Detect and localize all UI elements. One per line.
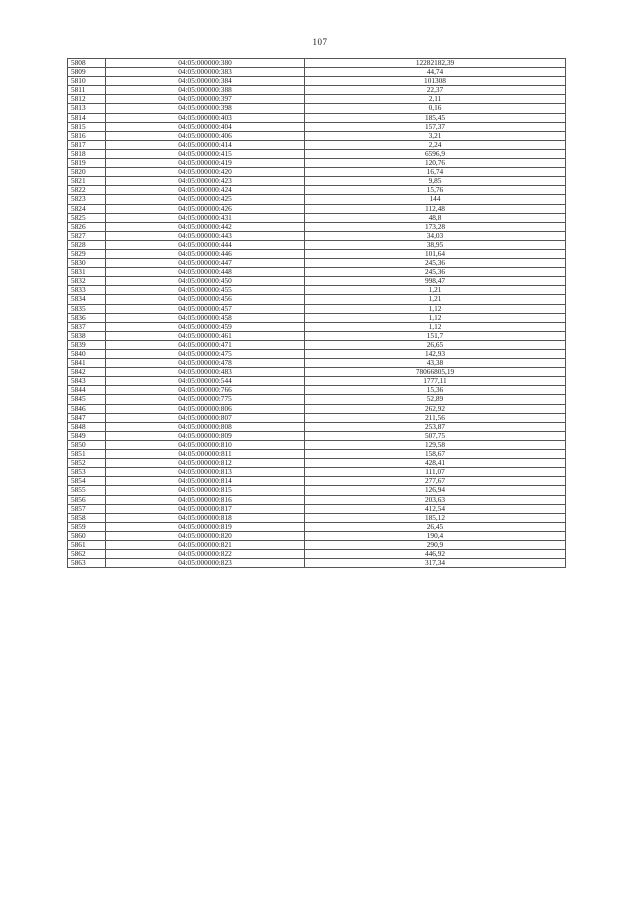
cadastral-code-cell: 04:05:000000:809 xyxy=(106,431,305,440)
value-cell: 0,16 xyxy=(305,104,566,113)
table-row xyxy=(68,240,566,249)
cadastral-code-cell: 04:05:000000:811 xyxy=(106,450,305,459)
value-cell: 112,48 xyxy=(305,204,566,213)
table-row xyxy=(68,222,566,231)
row-number-cell: 5836 xyxy=(68,313,106,322)
table-row xyxy=(68,231,566,240)
row-number-cell: 5856 xyxy=(68,495,106,504)
cadastral-code-cell: 04:05:000000:388 xyxy=(106,86,305,95)
table-row xyxy=(68,550,566,559)
table-row xyxy=(68,431,566,440)
page-number: 107 xyxy=(312,37,328,47)
row-number-cell: 5848 xyxy=(68,422,106,431)
row-number-cell: 5813 xyxy=(68,104,106,113)
table-row xyxy=(68,331,566,340)
table-row xyxy=(68,322,566,331)
value-cell: 16,74 xyxy=(305,168,566,177)
value-cell: 126,94 xyxy=(305,486,566,495)
cadastral-code-cell: 04:05:000000:459 xyxy=(106,322,305,331)
value-cell: 52,89 xyxy=(305,395,566,404)
table-row xyxy=(68,359,566,368)
value-cell: 1,21 xyxy=(305,286,566,295)
value-cell: 9,85 xyxy=(305,177,566,186)
table-row xyxy=(68,68,566,77)
table-row xyxy=(68,268,566,277)
row-number-cell: 5860 xyxy=(68,531,106,540)
table-row xyxy=(68,249,566,258)
cadastral-code-cell: 04:05:000000:426 xyxy=(106,204,305,213)
table-row xyxy=(68,495,566,504)
cadastral-code-cell: 04:05:000000:806 xyxy=(106,404,305,413)
row-number-cell: 5837 xyxy=(68,322,106,331)
row-number-cell: 5820 xyxy=(68,168,106,177)
cadastral-code-cell: 04:05:000000:431 xyxy=(106,213,305,222)
row-number-cell: 5825 xyxy=(68,213,106,222)
table-row xyxy=(68,277,566,286)
row-number-cell: 5821 xyxy=(68,177,106,186)
cadastral-code-cell: 04:05:000000:398 xyxy=(106,104,305,113)
value-cell: 277,67 xyxy=(305,477,566,486)
value-cell: 203,63 xyxy=(305,495,566,504)
row-number-cell: 5812 xyxy=(68,95,106,104)
row-number-cell: 5840 xyxy=(68,350,106,359)
cadastral-code-cell: 04:05:000000:420 xyxy=(106,168,305,177)
value-cell: 15,36 xyxy=(305,386,566,395)
table-row xyxy=(68,395,566,404)
cadastral-code-cell: 04:05:000000:807 xyxy=(106,413,305,422)
table-row xyxy=(68,404,566,413)
value-cell: 101308 xyxy=(305,77,566,86)
row-number-cell: 5814 xyxy=(68,113,106,122)
row-number-cell: 5854 xyxy=(68,477,106,486)
table-row xyxy=(68,422,566,431)
table-row xyxy=(68,295,566,304)
table-row xyxy=(68,386,566,395)
value-cell: 173,28 xyxy=(305,222,566,231)
row-number-cell: 5819 xyxy=(68,159,106,168)
cadastral-code-cell: 04:05:000000:425 xyxy=(106,195,305,204)
table-row xyxy=(68,177,566,186)
value-cell: 2,11 xyxy=(305,95,566,104)
row-number-cell: 5811 xyxy=(68,86,106,95)
value-cell: 157,37 xyxy=(305,122,566,131)
value-cell: 22,37 xyxy=(305,86,566,95)
table-row xyxy=(68,122,566,131)
row-number-cell: 5849 xyxy=(68,431,106,440)
cadastral-code-cell: 04:05:000000:813 xyxy=(106,468,305,477)
value-cell: 446,92 xyxy=(305,550,566,559)
cadastral-code-cell: 04:05:000000:471 xyxy=(106,340,305,349)
cadastral-code-cell: 04:05:000000:423 xyxy=(106,177,305,186)
row-number-cell: 5834 xyxy=(68,295,106,304)
row-number-cell: 5827 xyxy=(68,231,106,240)
table-row xyxy=(68,77,566,86)
value-cell: 290,9 xyxy=(305,540,566,549)
row-number-cell: 5822 xyxy=(68,186,106,195)
row-number-cell: 5829 xyxy=(68,249,106,258)
cadastral-code-cell: 04:05:000000:475 xyxy=(106,350,305,359)
value-cell: 1,12 xyxy=(305,313,566,322)
value-cell: 317,34 xyxy=(305,559,566,568)
cadastral-code-cell: 04:05:000000:442 xyxy=(106,222,305,231)
value-cell: 185,12 xyxy=(305,513,566,522)
table-row xyxy=(68,86,566,95)
row-number-cell: 5809 xyxy=(68,68,106,77)
table-row xyxy=(68,450,566,459)
value-cell: 26,65 xyxy=(305,340,566,349)
cadastral-code-cell: 04:05:000000:810 xyxy=(106,440,305,449)
row-number-cell: 5831 xyxy=(68,268,106,277)
value-cell: 3,21 xyxy=(305,131,566,140)
value-cell: 129,58 xyxy=(305,440,566,449)
value-cell: 78066805,19 xyxy=(305,368,566,377)
cadastral-code-cell: 04:05:000000:815 xyxy=(106,486,305,495)
row-number-cell: 5859 xyxy=(68,522,106,531)
table-row xyxy=(68,440,566,449)
cadastral-code-cell: 04:05:000000:404 xyxy=(106,122,305,131)
table-row xyxy=(68,350,566,359)
row-number-cell: 5850 xyxy=(68,440,106,449)
row-number-cell: 5828 xyxy=(68,240,106,249)
row-number-cell: 5847 xyxy=(68,413,106,422)
table-row xyxy=(68,486,566,495)
value-cell: 412,54 xyxy=(305,504,566,513)
cadastral-code-cell: 04:05:000000:446 xyxy=(106,249,305,258)
value-cell: 185,45 xyxy=(305,113,566,122)
table-row xyxy=(68,59,566,68)
table-row xyxy=(68,213,566,222)
cadastral-code-cell: 04:05:000000:384 xyxy=(106,77,305,86)
cadastral-code-cell: 04:05:000000:823 xyxy=(106,559,305,568)
cadastral-code-cell: 04:05:000000:814 xyxy=(106,477,305,486)
table-row xyxy=(68,513,566,522)
value-cell: 245,36 xyxy=(305,268,566,277)
cadastral-code-cell: 04:05:000000:403 xyxy=(106,113,305,122)
value-cell: 101,64 xyxy=(305,249,566,258)
row-number-cell: 5816 xyxy=(68,131,106,140)
row-number-cell: 5818 xyxy=(68,149,106,158)
table-row xyxy=(68,186,566,195)
value-cell: 38,95 xyxy=(305,240,566,249)
value-cell: 158,67 xyxy=(305,450,566,459)
row-number-cell: 5824 xyxy=(68,204,106,213)
value-cell: 6596,9 xyxy=(305,149,566,158)
table-row xyxy=(68,459,566,468)
row-number-cell: 5838 xyxy=(68,331,106,340)
value-cell: 507,75 xyxy=(305,431,566,440)
row-number-cell: 5815 xyxy=(68,122,106,131)
value-cell: 26,45 xyxy=(305,522,566,531)
cadastral-code-cell: 04:05:000000:808 xyxy=(106,422,305,431)
row-number-cell: 5861 xyxy=(68,540,106,549)
cadastral-code-cell: 04:05:000000:775 xyxy=(106,395,305,404)
cadastral-code-cell: 04:05:000000:380 xyxy=(106,59,305,68)
value-cell: 144 xyxy=(305,195,566,204)
row-number-cell: 5862 xyxy=(68,550,106,559)
row-number-cell: 5841 xyxy=(68,359,106,368)
cadastral-code-cell: 04:05:000000:822 xyxy=(106,550,305,559)
row-number-cell: 5823 xyxy=(68,195,106,204)
value-cell: 142,93 xyxy=(305,350,566,359)
row-number-cell: 5843 xyxy=(68,377,106,386)
row-number-cell: 5839 xyxy=(68,340,106,349)
cadastral-code-cell: 04:05:000000:457 xyxy=(106,304,305,313)
cadastral-code-cell: 04:05:000000:455 xyxy=(106,286,305,295)
cadastral-code-cell: 04:05:000000:456 xyxy=(106,295,305,304)
cadastral-code-cell: 04:05:000000:443 xyxy=(106,231,305,240)
value-cell: 1,21 xyxy=(305,295,566,304)
cadastral-code-cell: 04:05:000000:447 xyxy=(106,259,305,268)
value-cell: 211,56 xyxy=(305,413,566,422)
value-cell: 34,03 xyxy=(305,231,566,240)
value-cell: 1,12 xyxy=(305,322,566,331)
value-cell: 15,76 xyxy=(305,186,566,195)
value-cell: 1,12 xyxy=(305,304,566,313)
row-number-cell: 5844 xyxy=(68,386,106,395)
table-row xyxy=(68,159,566,168)
table-row xyxy=(68,149,566,158)
row-number-cell: 5842 xyxy=(68,368,106,377)
table-row xyxy=(68,104,566,113)
row-number-cell: 5852 xyxy=(68,459,106,468)
cadastral-code-cell: 04:05:000000:383 xyxy=(106,68,305,77)
row-number-cell: 5853 xyxy=(68,468,106,477)
table-row xyxy=(68,131,566,140)
table-row xyxy=(68,113,566,122)
cadastral-code-cell: 04:05:000000:818 xyxy=(106,513,305,522)
cadastral-code-cell: 04:05:000000:415 xyxy=(106,149,305,158)
cadastral-code-cell: 04:05:000000:816 xyxy=(106,495,305,504)
cadastral-code-cell: 04:05:000000:766 xyxy=(106,386,305,395)
cadastral-code-cell: 04:05:000000:821 xyxy=(106,540,305,549)
cadastral-code-cell: 04:05:000000:458 xyxy=(106,313,305,322)
row-number-cell: 5855 xyxy=(68,486,106,495)
table-row xyxy=(68,140,566,149)
cadastral-code-cell: 04:05:000000:820 xyxy=(106,531,305,540)
row-number-cell: 5857 xyxy=(68,504,106,513)
table-row xyxy=(68,204,566,213)
value-cell: 12282182,39 xyxy=(305,59,566,68)
row-number-cell: 5830 xyxy=(68,259,106,268)
value-cell: 48,8 xyxy=(305,213,566,222)
value-cell: 44,74 xyxy=(305,68,566,77)
row-number-cell: 5832 xyxy=(68,277,106,286)
cadastral-code-cell: 04:05:000000:450 xyxy=(106,277,305,286)
value-cell: 43,38 xyxy=(305,359,566,368)
table-row xyxy=(68,504,566,513)
cadastral-code-cell: 04:05:000000:812 xyxy=(106,459,305,468)
cadastral-code-cell: 04:05:000000:461 xyxy=(106,331,305,340)
row-number-cell: 5851 xyxy=(68,450,106,459)
table-row xyxy=(68,304,566,313)
cadastral-code-cell: 04:05:000000:448 xyxy=(106,268,305,277)
table-row xyxy=(68,413,566,422)
value-cell: 428,41 xyxy=(305,459,566,468)
table-row xyxy=(68,522,566,531)
table-row xyxy=(68,259,566,268)
table-row xyxy=(68,540,566,549)
table-row xyxy=(68,340,566,349)
table-row xyxy=(68,168,566,177)
cadastral-code-cell: 04:05:000000:414 xyxy=(106,140,305,149)
cadastral-code-cell: 04:05:000000:419 xyxy=(106,159,305,168)
row-number-cell: 5833 xyxy=(68,286,106,295)
cadastral-code-cell: 04:05:000000:478 xyxy=(106,359,305,368)
row-number-cell: 5808 xyxy=(68,59,106,68)
cadastral-code-cell: 04:05:000000:397 xyxy=(106,95,305,104)
table-row xyxy=(68,286,566,295)
table-row xyxy=(68,377,566,386)
data-table xyxy=(67,58,566,568)
table-row xyxy=(68,95,566,104)
table-row xyxy=(68,468,566,477)
value-cell: 111,07 xyxy=(305,468,566,477)
table-body xyxy=(68,59,566,568)
value-cell: 262,92 xyxy=(305,404,566,413)
table-row xyxy=(68,531,566,540)
row-number-cell: 5845 xyxy=(68,395,106,404)
cadastral-code-cell: 04:05:000000:819 xyxy=(106,522,305,531)
value-cell: 190,4 xyxy=(305,531,566,540)
row-number-cell: 5846 xyxy=(68,404,106,413)
table-row xyxy=(68,313,566,322)
cadastral-code-cell: 04:05:000000:544 xyxy=(106,377,305,386)
row-number-cell: 5826 xyxy=(68,222,106,231)
table-row xyxy=(68,559,566,568)
row-number-cell: 5810 xyxy=(68,77,106,86)
cadastral-code-cell: 04:05:000000:406 xyxy=(106,131,305,140)
row-number-cell: 5863 xyxy=(68,559,106,568)
row-number-cell: 5817 xyxy=(68,140,106,149)
cadastral-code-cell: 04:05:000000:483 xyxy=(106,368,305,377)
row-number-cell: 5858 xyxy=(68,513,106,522)
table-row xyxy=(68,368,566,377)
table-row xyxy=(68,477,566,486)
cadastral-code-cell: 04:05:000000:424 xyxy=(106,186,305,195)
value-cell: 998,47 xyxy=(305,277,566,286)
value-cell: 120,76 xyxy=(305,159,566,168)
value-cell: 1777,11 xyxy=(305,377,566,386)
value-cell: 245,36 xyxy=(305,259,566,268)
value-cell: 2,24 xyxy=(305,140,566,149)
cadastral-code-cell: 04:05:000000:444 xyxy=(106,240,305,249)
value-cell: 253,87 xyxy=(305,422,566,431)
cadastral-code-cell: 04:05:000000:817 xyxy=(106,504,305,513)
table-row xyxy=(68,195,566,204)
row-number-cell: 5835 xyxy=(68,304,106,313)
value-cell: 151,7 xyxy=(305,331,566,340)
